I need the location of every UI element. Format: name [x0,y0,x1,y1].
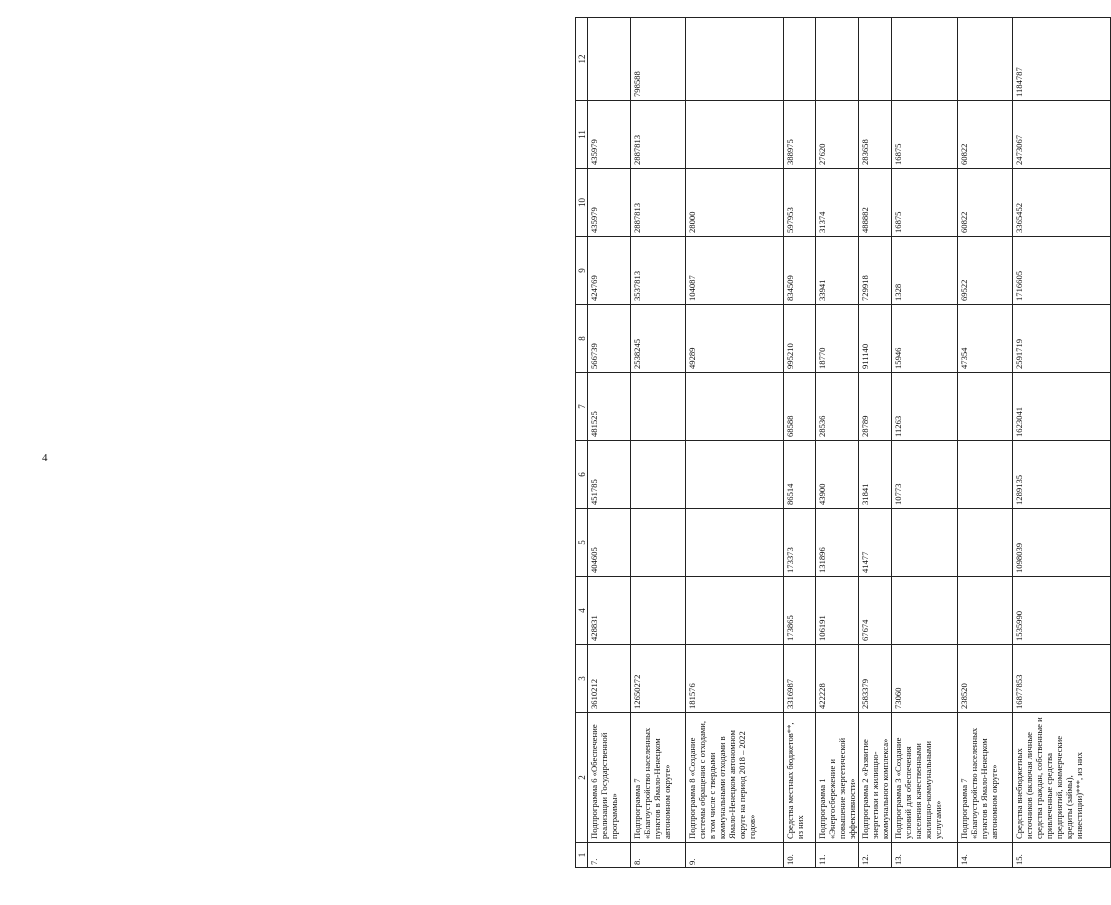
value-cell-c3: 73060 [892,645,958,713]
value-cell-c4 [686,577,784,645]
column-header-9: 9 [576,237,588,305]
table-row [816,18,859,868]
value-cell-c7 [958,373,1013,441]
value-cell-c9: 834509 [784,237,816,305]
value-cell-c4: 173865 [784,577,816,645]
value-cell-c5: 173373 [784,509,816,577]
value-cell-c4: 1535990 [1013,577,1111,645]
value-cell-c8: 2591719 [1013,305,1111,373]
value-cell-c9: 1328 [892,237,958,305]
value-cell-c8: 995210 [784,305,816,373]
value-cell-c3: 3316987 [784,645,816,713]
value-cell-c3: 3610212 [588,645,631,713]
value-cell-c7: 28789 [859,373,892,441]
row-number-cell: 8. [631,843,686,868]
value-cell-c6 [631,441,686,509]
table-row [588,18,631,868]
value-cell-c4: 106191 [816,577,859,645]
value-cell-c5 [631,509,686,577]
value-cell-c10: 488882 [859,169,892,237]
value-cell-c4 [958,577,1013,645]
row-label-cell: Средства внебюджетных источников (включая личные средства граждан, собственные и привлеченные средства предприятий, коммерческие кредиты (займы), инвестиции)***, из них [1013,713,1111,843]
value-cell-c10: 28000 [686,169,784,237]
value-cell-c11 [686,101,784,169]
value-cell-c7: 28536 [816,373,859,441]
value-cell-c10: 60822 [958,169,1013,237]
row-number-cell: 11. [816,843,859,868]
value-cell-c8: 18770 [816,305,859,373]
value-cell-c8: 566739 [588,305,631,373]
page-number: 4 [42,452,48,464]
row-label-cell: Подпрограмма 7 «Благоустройство населенных пунктов в Ямало-Ненецком автономном округе» [958,713,1013,843]
value-cell-c5: 404605 [588,509,631,577]
value-cell-c3: 422228 [816,645,859,713]
value-cell-c5 [686,509,784,577]
value-cell-c9: 69522 [958,237,1013,305]
value-cell-c11: 388975 [784,101,816,169]
value-cell-c3: 181576 [686,645,784,713]
table-row [1013,18,1111,868]
value-cell-c12 [859,18,892,101]
value-cell-c3: 16877853 [1013,645,1111,713]
value-cell-c4 [631,577,686,645]
value-cell-c7: 11263 [892,373,958,441]
table-row [958,18,1013,868]
value-cell-c8: 49289 [686,305,784,373]
budget-table-rotated [575,18,1084,868]
value-cell-c10: 2887813 [631,169,686,237]
value-cell-c6: 10773 [892,441,958,509]
row-number-cell: 15. [1013,843,1111,868]
value-cell-c6: 43900 [816,441,859,509]
column-header-10: 10 [576,169,588,237]
value-cell-c9: 1716605 [1013,237,1111,305]
value-cell-c11: 283658 [859,101,892,169]
table-row [686,18,784,868]
value-cell-c10: 597953 [784,169,816,237]
value-cell-c6 [686,441,784,509]
row-label-cell: Подпрограмма 1 «Энергосбережение и повышение энергетической эффективности» [816,713,859,843]
value-cell-c11: 27620 [816,101,859,169]
value-cell-c4: 67674 [859,577,892,645]
budget-table [575,17,1111,868]
value-cell-c7 [686,373,784,441]
column-header-4: 4 [576,577,588,645]
value-cell-c11: 435979 [588,101,631,169]
table-body [588,18,1111,868]
value-cell-c5 [892,509,958,577]
row-label-cell: Подпрограмма 8 «Создание системы обращения с отходами, в том числе с твердыми коммунальными отходами в Ямало-Ненецком автономном округе на период 2018 – 2022 годов» [686,713,784,843]
value-cell-c10: 3365452 [1013,169,1111,237]
value-cell-c7: 481525 [588,373,631,441]
column-header-2: 2 [576,713,588,843]
value-cell-c4 [892,577,958,645]
value-cell-c12 [892,18,958,101]
column-header-5: 5 [576,509,588,577]
value-cell-c12 [958,18,1013,101]
value-cell-c10: 31374 [816,169,859,237]
row-number-cell: 9. [686,843,784,868]
value-cell-c12 [784,18,816,101]
value-cell-c5: 41477 [859,509,892,577]
row-number-cell: 12. [859,843,892,868]
row-number-cell: 7. [588,843,631,868]
column-header-3: 3 [576,645,588,713]
value-cell-c3: 2583379 [859,645,892,713]
value-cell-c11: 16875 [892,101,958,169]
value-cell-c6: 1289135 [1013,441,1111,509]
value-cell-c8: 911140 [859,305,892,373]
value-cell-c5 [958,509,1013,577]
table-row [892,18,958,868]
value-cell-c8: 15946 [892,305,958,373]
value-cell-c8: 2538245 [631,305,686,373]
header-row [576,18,588,868]
value-cell-c7 [631,373,686,441]
value-cell-c5: 1098039 [1013,509,1111,577]
column-header-1: 1 [576,843,588,868]
column-header-11: 11 [576,101,588,169]
value-cell-c10: 16875 [892,169,958,237]
value-cell-c11: 2473067 [1013,101,1111,169]
row-label-cell: Подпрограмма 7 «Благоустройство населенных пунктов в Ямало-Ненецком автономном округе» [631,713,686,843]
value-cell-c11: 2887813 [631,101,686,169]
row-label-cell: Средства местных бюджетов**, из них [784,713,816,843]
value-cell-c6: 86514 [784,441,816,509]
row-number-cell: 10. [784,843,816,868]
table-row [784,18,816,868]
column-header-12: 12 [576,18,588,101]
value-cell-c10: 435979 [588,169,631,237]
column-header-7: 7 [576,373,588,441]
row-label-cell: Подпрограмма 2 «Развитие энергетики и жилищно-коммунального комплекса» [859,713,892,843]
value-cell-c12 [686,18,784,101]
value-cell-c12: 798588 [631,18,686,101]
row-number-cell: 14. [958,843,1013,868]
value-cell-c3: 238520 [958,645,1013,713]
column-header-8: 8 [576,305,588,373]
value-cell-c8: 47354 [958,305,1013,373]
value-cell-c7: 68588 [784,373,816,441]
value-cell-c9: 104087 [686,237,784,305]
value-cell-c7: 1623041 [1013,373,1111,441]
table-row [631,18,686,868]
value-cell-c9: 424769 [588,237,631,305]
value-cell-c9: 33941 [816,237,859,305]
value-cell-c9: 3537813 [631,237,686,305]
row-label-cell: Подпрограмма 6 «Обеспечение реализации Государственной программы» [588,713,631,843]
value-cell-c6 [958,441,1013,509]
value-cell-c12 [588,18,631,101]
table-row [859,18,892,868]
row-label-cell: Подпрограмма 3 «Создание условий для обеспечения населения качественными жилищно-коммунальными услугами» [892,713,958,843]
value-cell-c12 [816,18,859,101]
value-cell-c6: 31841 [859,441,892,509]
row-number-cell: 13. [892,843,958,868]
value-cell-c11: 60822 [958,101,1013,169]
value-cell-c3: 12650272 [631,645,686,713]
value-cell-c6: 451785 [588,441,631,509]
value-cell-c12: 1184787 [1013,18,1111,101]
value-cell-c9: 729918 [859,237,892,305]
value-cell-c5: 131896 [816,509,859,577]
column-header-6: 6 [576,441,588,509]
value-cell-c4: 428831 [588,577,631,645]
